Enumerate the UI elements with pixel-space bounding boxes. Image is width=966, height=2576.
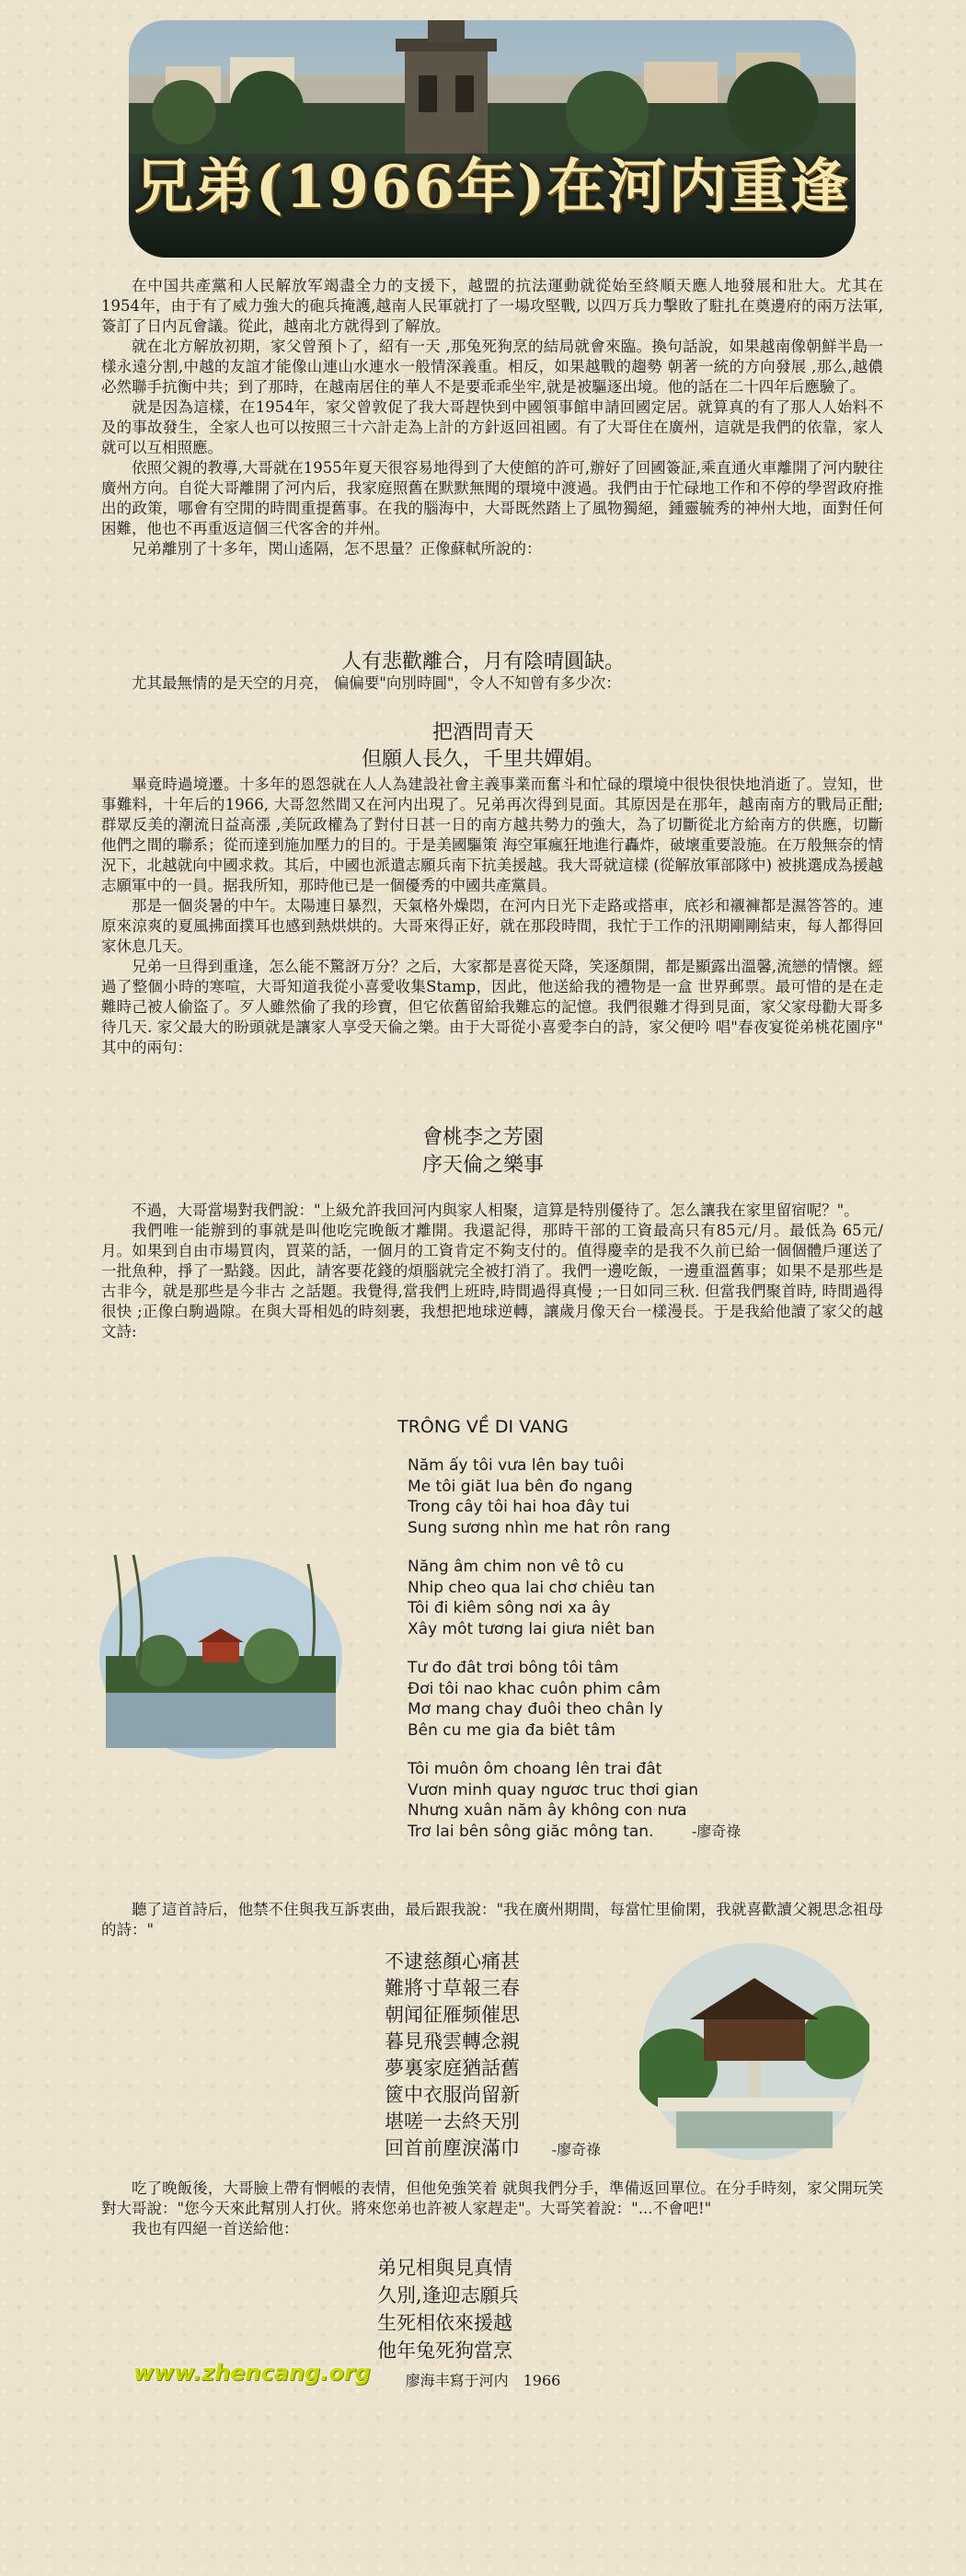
poem-line: Xây môt tương lai giưa niêt ban xyxy=(408,1619,655,1639)
article-body-4 xyxy=(101,1201,883,1342)
poem-stanza xyxy=(408,1557,741,1639)
poem-line: Vươn minh quay ngươc truc thơi gian xyxy=(408,1780,699,1800)
paragraph: 我們唯一能辦到的事就是叫他吃完晚飯才離開。我還記得，那時干部的工資最高只有85元/月。最低為 65元/月。如果到自由市場買肉，買菜的話，一個月的工資肯定不夠支付的。值得慶幸的是我不久前已給一個個體戶運送了一批魚种，掙了一點錢。因此，請客要花錢的煩腦就完全被打消了。我們一邊吃飯，一邊重溫舊事；如果不是那些是古非今，就是那些是今非古 之話題。我覺得,當我們上班時,時間過得真慢 ;一日如同三秋. 但當我們聚首時, 時間過得很快 ;正像白駒過隙。在與大哥相処的時刻裹，我想把地球逆轉，讓歲月像天台一樣漫長。于是我給他讀了家父的越文詩: xyxy=(101,1222,883,1340)
paragraph: 在中国共產黨和人民解放军竭盡全力的支援下，越盟的抗法運動就從始至終順天應人地發展和壯大。尤其在1954年，由于有了威力強大的砲兵掩護,越南人民軍就打了一場攻堅戰, 以四万兵力擊敗了駐扎在奠邊府的兩万法軍, 簽訂了日内瓦會議。從此，越南北方就得到了解放。 xyxy=(101,277,883,335)
poem-line: Trơ lai bên sông giăc mông tan. xyxy=(408,1822,654,1841)
article-body-6 xyxy=(101,2179,883,2239)
banner-title: 兄弟(1966年)在河内重逢 xyxy=(133,153,851,222)
paragraph: 就在北方解放初期，家父曾預卜了，紹有一天 ,那兔死狗烹的結局就會來臨。換句話說，如果越南像朝鮮半島一樣永遠分割,中越的友誼才能像山連山水連水一般情深義重。相反，如果越戰的趨勢 朝著一統的方向發展 ,那么,越儂必然聯手抗衡中共；到了那時，在越南居住的華人不是要乖乖坐牢,就是被驅逐出境。他的話在二十四年后應驗了。 xyxy=(101,338,883,396)
poem-line: Tôi muôn ôm choang lên trai đât xyxy=(408,1760,662,1778)
poem-line: Tư đo đât trơi bông tôi tâm xyxy=(408,1659,619,1677)
poem-line: 他年兔死狗當烹 xyxy=(377,2340,512,2362)
paragraph: 兄弟離別了十多年，関山遙隔，怎不思量？正像蘇軾所說的： xyxy=(132,540,542,558)
poem-line: Năm ấy tôi vưa lên bay tuôi xyxy=(408,1456,625,1475)
paragraph: 那是一個炎暑的中午。太陽連日暴烈，天氣格外燥悶，在河内日光下走路或搭車，底衫和襯褲都是濕答答的。連原來涼爽的夏風拂面撲耳也感到熱烘烘的。大哥來得正好，就在那段時間，我忙于工作的汛期剛剛結束，每人都得回家休息几天。 xyxy=(101,897,883,955)
poem-line: 難將寸草報三春 xyxy=(385,1977,520,1999)
paragraph: 不過，大哥當場對我們說："上級允許我回河内與家人相聚，這算是特別優待了。怎么讓我在家里留宿呢？"。 xyxy=(132,1202,859,1219)
poem-line: 堪嗟一去終天別 xyxy=(385,2110,520,2133)
poem-line: Nhưng xuân năm ây không con nưa xyxy=(408,1801,687,1820)
site-logo[interactable]: www.zhencang.org xyxy=(133,2360,371,2386)
quote-line: 會桃李之芳園 xyxy=(421,1126,544,1149)
quote-line: 把酒問青天 xyxy=(431,721,534,744)
paragraph: 畢竟時過境遷。十多年的恩怨就在人人為建設社會主義事業而奮斗和忙碌的環境中很快很快地消逝了。豈知，世事難料，十年后的1966, 大哥忽然間又在河内出現了。兄弟再次得到見面。其原因是在那年，越南南方的戰局正酣;群眾反美的潮流日益高漲 ,美阮政權為了對付日甚一日的南方越共勢力的強大，為了切斷從北方給南方的供應，切斷他們之間的聯系；從而達到施加壓力的目的。于是美國驅策 海空軍瘋狂地進行轟炸，破壞重要設施。在万般無奈的情況下，北越就向中國求救。其后，中國也派遣志願兵南下抗美援越。我大哥就這樣 (從解放軍部隊中) 被挑選成為援越志願軍中的一員。据我所知，那時他已是一個優秀的中國共產黨員。 xyxy=(101,776,883,894)
quote-line: 序天倫之樂事 xyxy=(421,1154,544,1177)
poem-line: Trong cây tôi hai hoa đây tui xyxy=(408,1498,630,1516)
poem-stanza xyxy=(408,1759,741,1842)
poem-signature: -廖奇祿 xyxy=(551,2141,602,2158)
lake-pagoda-photo xyxy=(97,1555,345,1762)
poem-signature: -廖奇祿 xyxy=(691,1822,742,1840)
paragraph: 尤其最無情的是天空的月亮， 偏偏要"向別時圓"，令人不知曾有多少次： xyxy=(132,674,621,692)
article-body-3 xyxy=(101,775,883,1058)
poem-line: 久別,逢迎志願兵 xyxy=(377,2284,519,2306)
paragraph: 依照父親的教導,大哥就在1955年夏天很容易地得到了大使館的許可,辦好了回國簽証,乘直通火車離開了河内駛往廣州方向。自從大哥離開了河内后，我家庭照舊在默默無聞的環境中渡過。我們由于忙碌地工作和不停的學習政府推出的政策，哪會有空閒的時間重提舊事。在我的腦海中，大哥既然踏上了風物獨絕，鍾靈毓秀的神州大地，面對任何困難，他也不再重返這個三代客舍的并州。 xyxy=(101,459,883,537)
paragraph: 吃了晚飯後，大哥臉上帶有惘帳的表情，但他免強笑着 就與我們分手，準備返回單位。在分手時刻，家父開玩笑對大哥說："您今天來此幫別人打伙。將來您弟也許被人家趕走"。大哥笑着說："...不會吧!" xyxy=(101,2179,883,2217)
one-pillar-pagoda-photo xyxy=(639,1941,869,2162)
author-signature: 廖海丰寫于河内 1966 xyxy=(405,2372,561,2389)
poem-line: Sung sương nhìn me hat rôn rang xyxy=(408,1518,671,1537)
poem-stanza xyxy=(408,1658,741,1741)
paragraph: 就是因為這樣，在1954年，家父曾敦促了我大哥趕快到中國領事館申請回國定居。就算真的有了那人人始料不及的事故發生，全家人也可以按照三十六計走為上計的方針返回祖國。有了大哥住在廣州，這就是我們的依靠，家人就可以互相照應。 xyxy=(101,398,883,456)
article-body-2 xyxy=(101,673,883,694)
poem-line: 篋中衣服尚留新 xyxy=(385,2084,520,2106)
viet-poem-title: TRÔNG VỀ DI VANG xyxy=(397,1417,569,1437)
poem-line: 朝闻征雁频催思 xyxy=(385,2004,520,2026)
poem-line: Bên cu me gia đa biêt tâm xyxy=(408,1720,615,1740)
article-body-1 xyxy=(101,276,883,559)
final-poem xyxy=(377,2254,519,2364)
poem-line: Me tôi giăt lua bên đo ngang xyxy=(408,1477,633,1496)
paragraph: 兄弟一旦得到重逢，怎么能不驚訝万分？之后，大家都是喜從天降，笑逐顏開，都是顯露出溫馨,流戀的情懷。經過了整個小時的寒喧，大哥知道我從小喜愛收集Stamp，因此，他送給我的禮物是一盒 世界郵票。最可惜的是在走難時己被人偷盜了。歹人雖然偷了我的珍寶，但它依舊留給我難忘的記憶。我們很難才得到見面，家父家母勸大哥多待几天. 家父最大的盼頭就是讓家人享受天倫之樂。由于大哥從小喜愛李白的詩，家父便吟 唱"春夜宴從弟桃花園序" 其中的兩句： xyxy=(101,958,883,1056)
quote-line: 但願人長久，千里共嬋娟。 xyxy=(361,748,604,771)
poem-line: Năng âm chim non vê tô cu xyxy=(408,1558,625,1576)
poem-line: Nhip cheo qua lai chơ chiêu tan xyxy=(408,1578,655,1597)
poem-line: 生死相依來援越 xyxy=(377,2312,512,2334)
poem-line: 弟兄相與見真情 xyxy=(377,2257,512,2279)
article-body-5 xyxy=(101,1900,883,1940)
header-banner xyxy=(129,20,856,258)
poem-line: 不逮慈顏心痛甚 xyxy=(385,1950,520,1972)
poem-line: 回首前塵淚滿巾 xyxy=(385,2137,520,2159)
poem-line: 夢裏家庭猶話舊 xyxy=(385,2057,520,2079)
chinese-poem xyxy=(385,1949,601,2163)
poem-line: 暮見飛雲轉念親 xyxy=(385,2030,520,2053)
quote-su-shi: 人有悲歡離合，月有陰晴圓缺。 xyxy=(340,650,625,673)
poem-line: Mơ mang chay đuôi theo chân ly xyxy=(408,1700,663,1719)
poem-line: Đơi tôi nao khac cuôn phim câm xyxy=(408,1679,661,1698)
poem-line: Tôi đi kiêm sông nơi xa ây xyxy=(408,1599,611,1617)
paragraph: 我也有四絕一首送給他： xyxy=(132,2220,299,2237)
viet-poem xyxy=(408,1455,741,1860)
poem-stanza xyxy=(408,1455,741,1538)
paragraph: 聽了這首詩后，他禁不住與我互訴衷曲，最后跟我說："我在廣州期間，每當忙里偷閑，我就喜歡讀父親思念祖母的詩：" xyxy=(101,1901,883,1938)
